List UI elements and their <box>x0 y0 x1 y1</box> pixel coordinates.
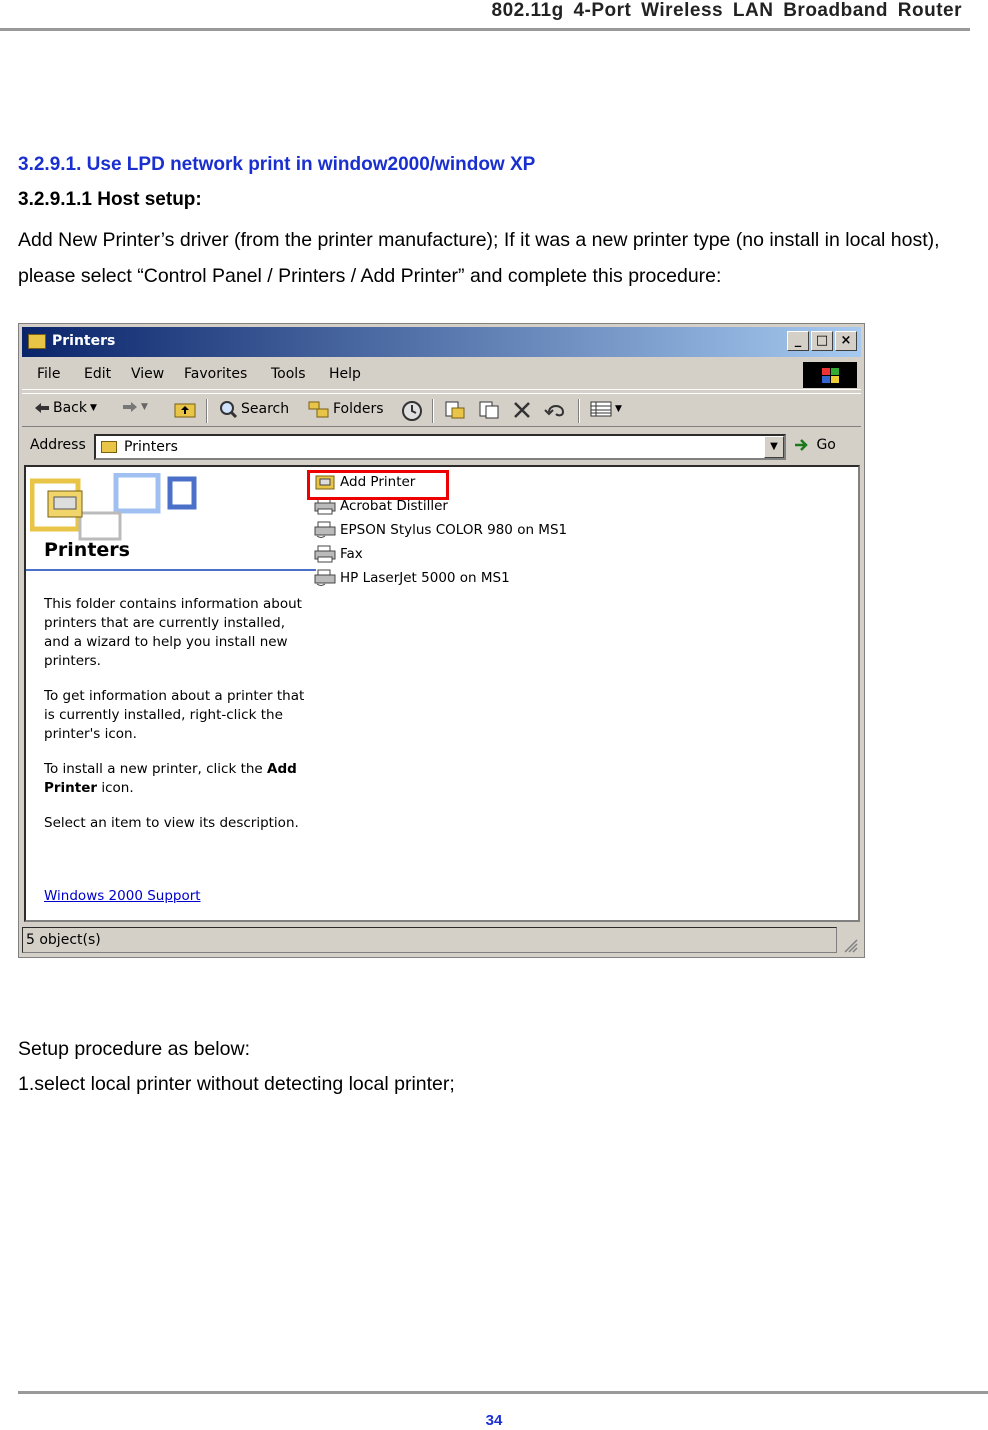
left-info-pane <box>26 467 316 920</box>
status-bar <box>22 926 861 955</box>
forward-arrow-icon <box>122 400 138 414</box>
item-label: HP LaserJet 5000 on MS1 <box>340 570 510 586</box>
add-printer-highlight <box>307 470 449 500</box>
network-printer-icon <box>314 521 336 539</box>
close-button[interactable]: × <box>835 331 857 351</box>
toolbar-separator <box>578 399 580 423</box>
menu-edit[interactable]: Edit <box>84 366 112 382</box>
go-arrow-icon <box>794 438 812 452</box>
menu-bar <box>22 360 861 390</box>
toolbar <box>22 393 861 427</box>
page-number: 34 <box>485 1412 503 1429</box>
forward-button[interactable] <box>122 400 148 414</box>
printers-folder-icon <box>101 441 117 453</box>
folders-icon <box>308 400 330 418</box>
views-icon <box>590 400 612 418</box>
footer-rule <box>18 1391 988 1394</box>
move-to-button[interactable] <box>444 400 466 420</box>
toolbar-separator <box>432 399 434 423</box>
item-label: Acrobat Distiller <box>340 498 448 514</box>
search-icon <box>218 400 238 418</box>
list-item[interactable] <box>314 519 567 541</box>
chevron-down-icon: ▼ <box>770 441 778 452</box>
address-bar <box>22 429 861 463</box>
copy-to-icon <box>478 400 500 420</box>
pane-install-prefix: To install a new printer, click the <box>44 761 268 777</box>
fax-icon <box>314 545 336 563</box>
back-arrow-icon <box>34 401 50 415</box>
pane-info-text: To get information about a printer that is currently installed, right-click the printer's icon. <box>44 688 305 742</box>
undo-icon <box>544 400 566 418</box>
views-button[interactable] <box>590 400 622 418</box>
item-label: Add Printer <box>340 474 416 490</box>
network-printer-icon <box>314 569 336 587</box>
go-button[interactable] <box>794 437 836 453</box>
content-area <box>24 465 860 922</box>
address-input[interactable] <box>94 434 786 460</box>
undo-button[interactable] <box>544 400 566 418</box>
status-text: 5 object(s) <box>22 927 837 953</box>
menu-favorites[interactable]: Favorites <box>184 366 248 382</box>
printers-window <box>18 323 865 958</box>
delete-button[interactable] <box>512 400 532 420</box>
back-button[interactable] <box>34 400 97 416</box>
pane-install-suffix: icon. <box>97 780 134 796</box>
pane-install-bold: Add Printer <box>44 761 297 796</box>
toolbar-separator <box>206 399 208 423</box>
printers-hero-graphic <box>30 473 210 543</box>
header-rule <box>0 28 970 31</box>
views-dropdown-icon: ▼ <box>615 404 622 414</box>
back-label: Back <box>53 400 87 416</box>
folders-label: Folders <box>333 401 384 417</box>
header-title: 802.11g 4-Port Wireless LAN Broadband Router <box>491 0 962 21</box>
move-to-icon <box>444 400 466 420</box>
delete-icon <box>512 400 532 420</box>
back-dropdown-icon: ▼ <box>90 403 97 413</box>
copy-to-button[interactable] <box>478 400 500 420</box>
windows-logo-icon <box>803 362 857 388</box>
list-item[interactable] <box>314 567 510 589</box>
maximize-button[interactable]: □ <box>811 331 833 351</box>
search-button[interactable] <box>218 400 289 418</box>
folders-button[interactable] <box>308 400 384 418</box>
page-header <box>0 0 988 32</box>
section-title: 3.2.9.1. Use LPD network print in window2000/window XP <box>18 154 536 175</box>
menu-view[interactable]: View <box>131 366 165 382</box>
up-folder-button[interactable] <box>174 400 196 418</box>
address-value: Printers <box>124 439 178 455</box>
intro-paragraph: Add New Printer’s driver (from the printer manufacture); If it was a new printer type (no install in local host), please select “Control Panel / Printers / Add Printer” and complete this procedure: <box>18 229 940 287</box>
resize-grip-icon[interactable] <box>842 937 858 953</box>
list-item[interactable] <box>314 543 363 565</box>
menu-help[interactable]: Help <box>329 366 361 382</box>
search-label: Search <box>241 401 290 417</box>
pane-install-text <box>44 760 314 798</box>
pane-divider <box>26 569 316 571</box>
up-folder-icon <box>174 400 196 418</box>
pane-description: This folder contains information about printers that are currently installed, and a wizard to help you install new printers. <box>44 596 302 669</box>
item-label: Fax <box>340 546 363 562</box>
menu-file[interactable]: File <box>37 366 61 382</box>
windows-support-link[interactable]: Windows 2000 Support <box>44 888 201 904</box>
item-label: EPSON Stylus COLOR 980 on MS1 <box>340 522 568 538</box>
address-dropdown-button[interactable] <box>764 436 784 458</box>
setup-intro: Setup procedure as below: <box>18 1038 250 1060</box>
sub-title: 3.2.9.1.1 Host setup: <box>18 189 202 210</box>
window-title: Printers <box>52 333 116 349</box>
title-bar[interactable] <box>22 327 861 357</box>
go-label: Go <box>816 437 836 453</box>
history-button[interactable] <box>400 400 424 422</box>
forward-dropdown-icon: ▼ <box>141 402 148 412</box>
printers-folder-icon <box>28 334 46 349</box>
pane-title: Printers <box>44 539 130 561</box>
setup-step-1: 1.select local printer without detecting local printer; <box>18 1073 455 1095</box>
menu-tools[interactable]: Tools <box>271 366 306 382</box>
address-label: Address <box>30 437 86 453</box>
minimize-button[interactable]: _ <box>787 331 809 351</box>
pane-select-text: Select an item to view its description. <box>44 815 299 831</box>
history-icon <box>400 400 424 422</box>
